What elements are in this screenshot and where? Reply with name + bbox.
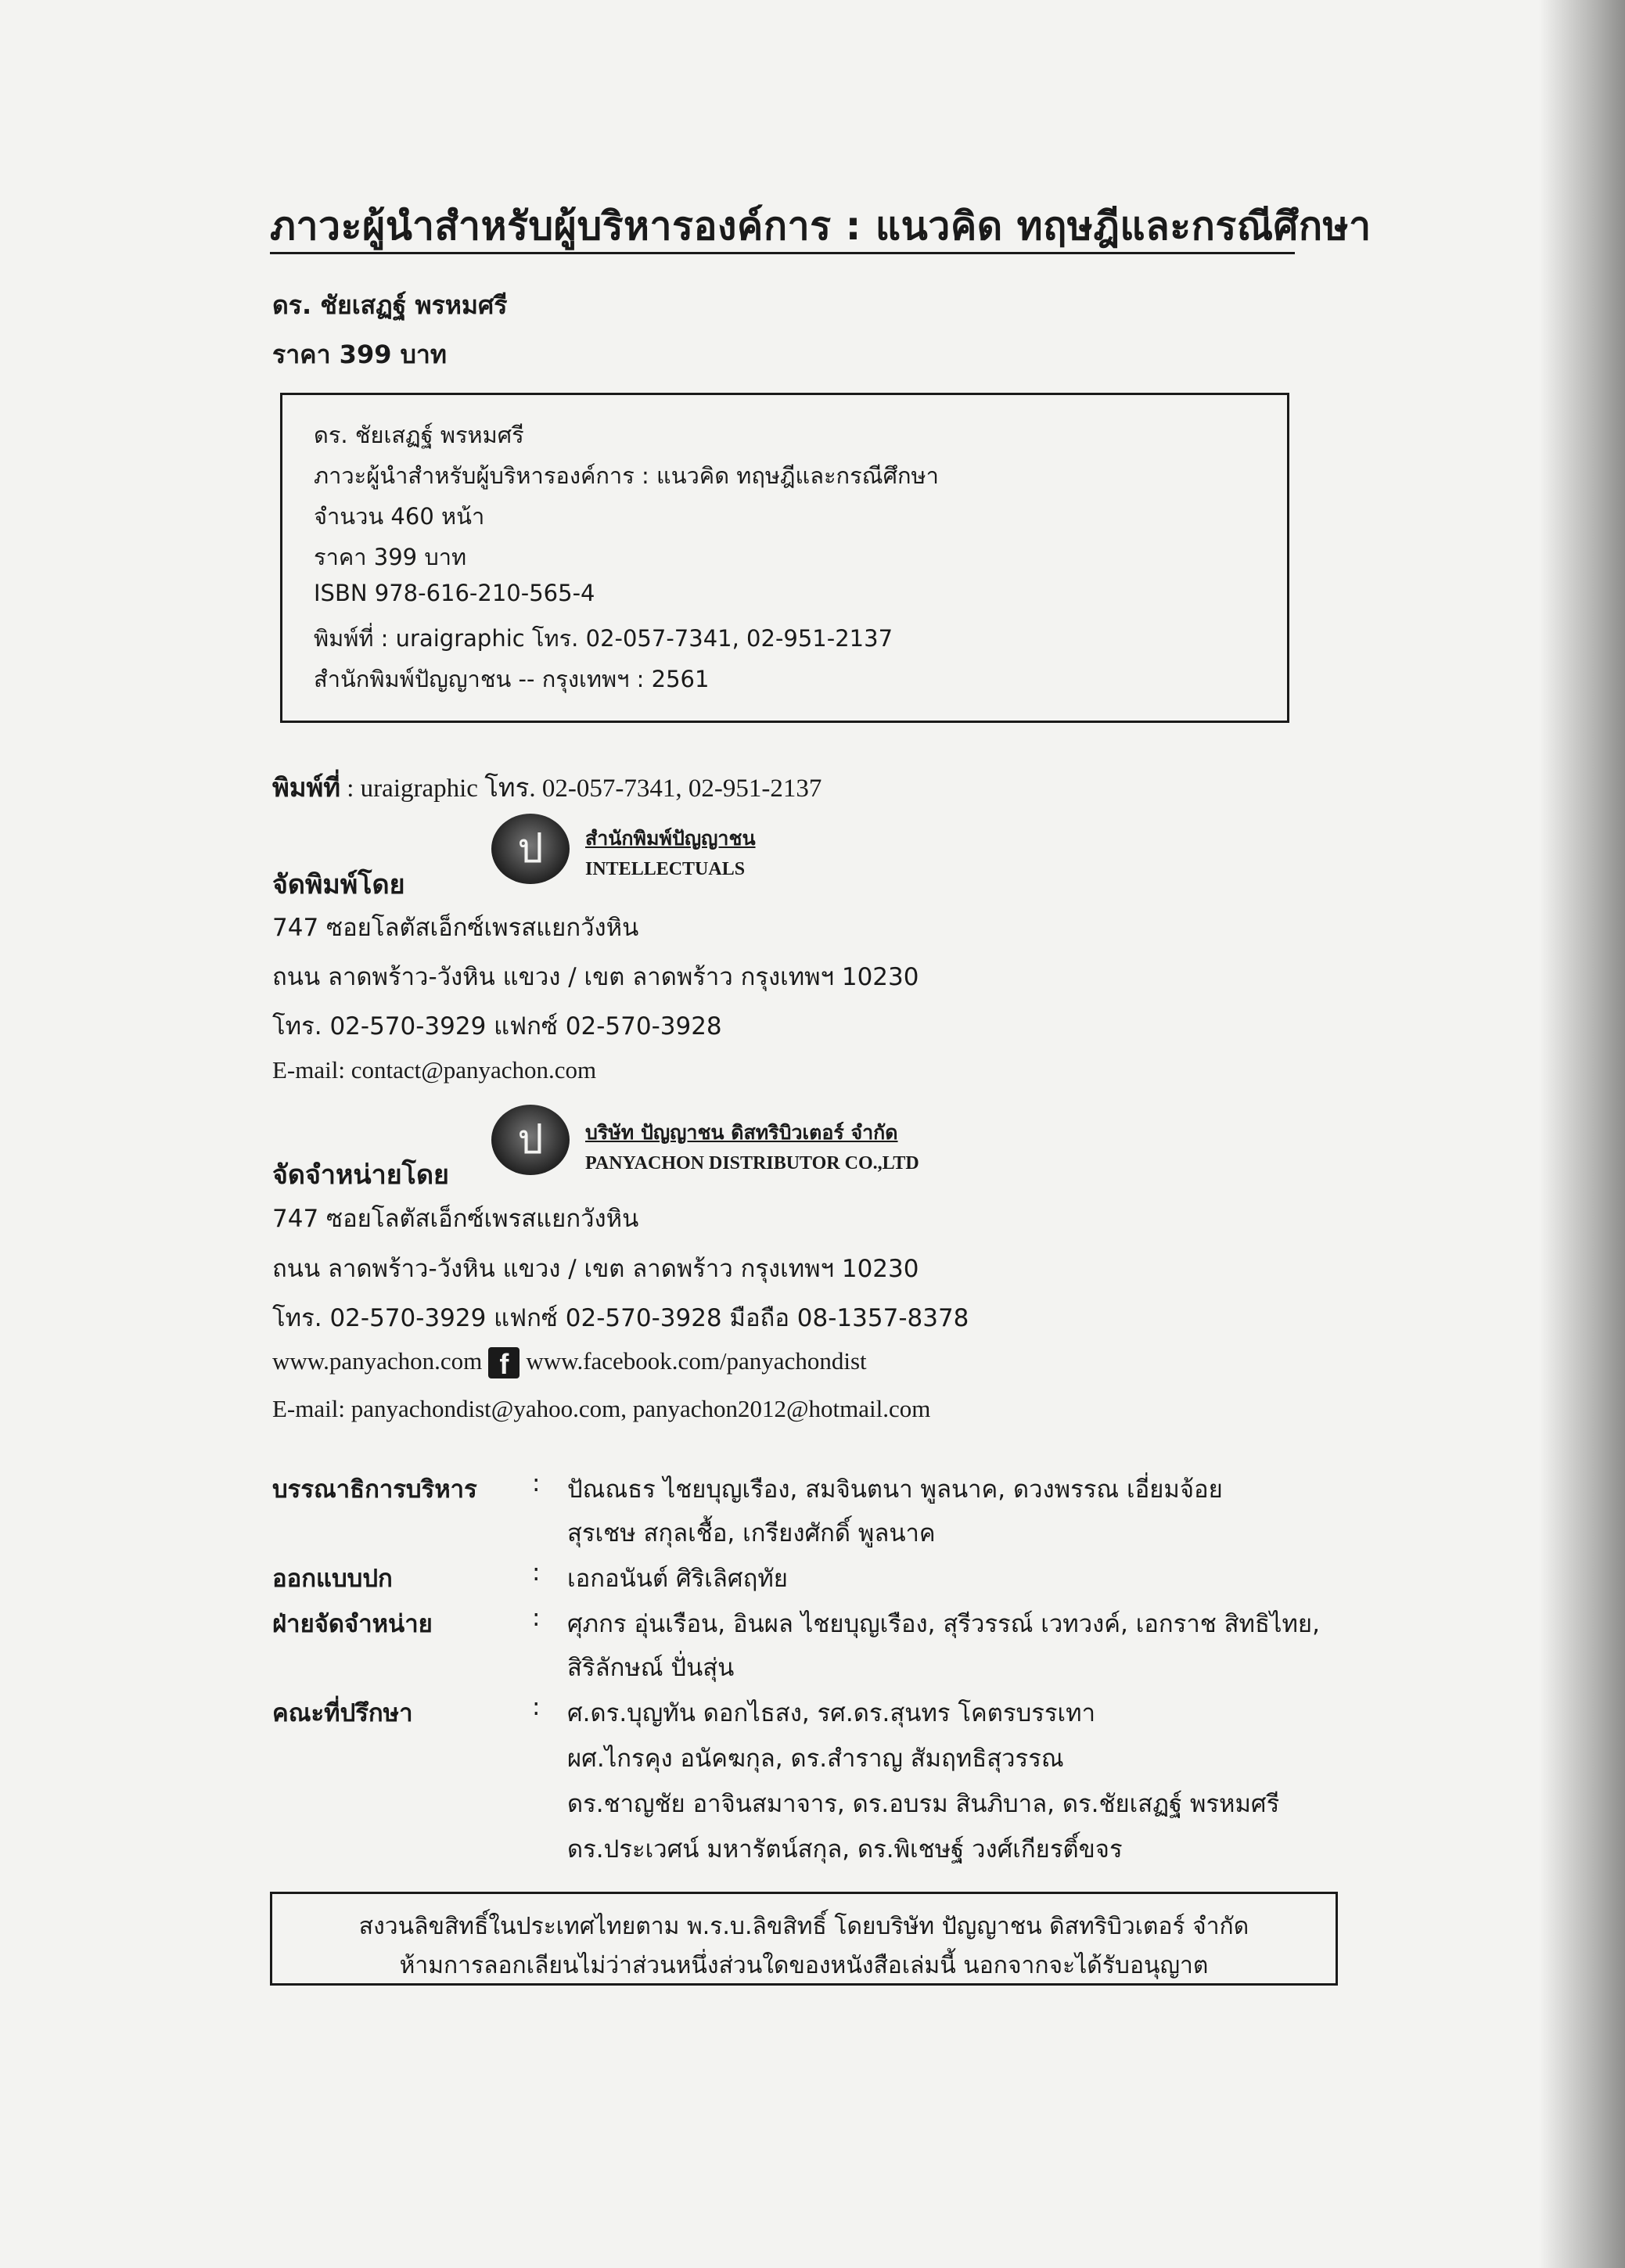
catalog-author: ดร. ชัยเสฏฐ์ พรหมศรี [314, 422, 524, 448]
staff-cover-line: เอกอนันต์ ศิริเลิศฤทัย [567, 1565, 788, 1593]
staff-colon: : [532, 1693, 541, 1721]
catalog-title: ภาวะผู้นำสำหรับผู้บริหารองค์การ : แนวคิด ทฤษฎีและกรณีศึกษา [314, 462, 939, 489]
publisher-phone: โทร. 02-570-3929 แฟกซ์ 02-570-3928 [272, 1012, 722, 1041]
distributor-web-line [272, 1347, 867, 1378]
copyright-notice-box [270, 1892, 1338, 1986]
title-divider [270, 252, 1295, 254]
printer-label: พิมพ์ที่ [272, 772, 341, 803]
facebook-icon: f [488, 1347, 519, 1378]
catalog-printer: พิมพ์ที่ : uraigraphic โทร. 02-057-7341, 02-951-2137 [314, 625, 893, 652]
staff-editor-line: ปัณณธร ไชยบุญเรือง, สมจินตนา พูลนาค, ดวงพรรณ เอี่ยมจ้อย [567, 1475, 1223, 1504]
publisher-heading: จัดพิมพ์โดย [272, 869, 405, 900]
distributor-address-2: ถนน ลาดพร้าว-วังหิน แขวง / เขต ลาดพร้าว กรุงเทพฯ 10230 [272, 1255, 919, 1283]
distributor-logo-icon: ป [491, 1105, 570, 1175]
catalog-isbn: ISBN 978-616-210-565-4 [314, 580, 595, 606]
staff-label-advisors: คณะที่ปรึกษา [272, 1699, 413, 1727]
publisher-logo-english: INTELLECTUALS [585, 859, 746, 879]
staff-label-editor: บรรณาธิการบริหาร [272, 1475, 477, 1504]
staff-distribution-line: ศุภกร อุ่นเรือน, อินผล ไชยบุญเรือง, สุรีวรรณ์ เวทวงค์, เอกราช สิทธิไทย, [567, 1610, 1320, 1638]
staff-colon: : [532, 1558, 541, 1587]
printer-value: : uraigraphic โทร. 02-057-7341, 02-951-2137 [340, 775, 822, 803]
staff-label-distribution: ฝ่ายจัดจำหน่าย [272, 1610, 433, 1638]
distributor-email: E-mail: panyachondist@yahoo.com, panyachon2012@hotmail.com [272, 1395, 931, 1422]
staff-advisors-line: ดร.ชาญชัย อาจินสมาจาร, ดร.อบรม สินภิบาล, ดร.ชัยเสฏฐ์ พรหมศรี [567, 1790, 1280, 1818]
publisher-address-1: 747 ซอยโลตัสเอ็กซ์เพรสแยกวังหิน [272, 914, 639, 942]
copyright-line-2: ห้ามการลอกเลียนไม่ว่าส่วนหนึ่งส่วนใดของหนังสือเล่มนี้ นอกจากจะได้รับอนุญาต [399, 1952, 1209, 1979]
distributor-phone: โทร. 02-570-3929 แฟกซ์ 02-570-3928 มือถือ 08-1357-8378 [272, 1304, 969, 1332]
distributor-facebook: www.facebook.com/panyachondist [526, 1347, 867, 1375]
distributor-logo-thai: บริษัท ปัญญาชน ดิสทริบิวเตอร์ จำกัด [585, 1121, 898, 1144]
catalog-record-box [280, 393, 1289, 723]
staff-advisors-line: ดร.ประเวศน์ มหารัตน์สกุล, ดร.พิเชษฐ์ วงศ์เกียรติ์ขจร [567, 1835, 1123, 1864]
catalog-publisher: สำนักพิมพ์ปัญญาชน -- กรุงเทพฯ : 2561 [314, 666, 710, 692]
staff-advisors-line: ผศ.ไกรคุง อนัคฆกุล, ดร.สำราญ สัมฤทธิสุวรรณ [567, 1745, 1064, 1773]
staff-colon: : [532, 1469, 541, 1497]
staff-colon: : [532, 1604, 541, 1632]
publisher-email: E-mail: contact@panyachon.com [272, 1056, 597, 1084]
distributor-heading: จัดจำหน่ายโดย [272, 1159, 449, 1191]
publisher-logo-thai: สำนักพิมพ์ปัญญาชน [585, 827, 756, 850]
staff-editor-line: สุรเชษ สกุลเชื้อ, เกรียงศักดิ์ พูลนาค [567, 1519, 936, 1547]
book-author: ดร. ชัยเสฏฐ์ พรหมศรี [272, 290, 508, 320]
printer-line [272, 767, 821, 808]
copyright-line-1: สงวนลิขสิทธิ์ในประเทศไทยตาม พ.ร.บ.ลิขสิทธิ์ โดยบริษัท ปัญญาชน ดิสทริบิวเตอร์ จำกัด [358, 1913, 1249, 1940]
catalog-pages: จำนวน 460 หน้า [314, 503, 485, 530]
staff-label-cover: ออกแบบปก [272, 1565, 393, 1593]
page-edge-shadow [1539, 0, 1625, 2268]
staff-advisors-line: ศ.ดร.บุญทัน ดอกไธสง, รศ.ดร.สุนทร โคตรบรรเทา [567, 1699, 1095, 1727]
distributor-address-1: 747 ซอยโลตัสเอ็กซ์เพรสแยกวังหิน [272, 1205, 639, 1233]
publisher-address-2: ถนน ลาดพร้าว-วังหิน แขวง / เขต ลาดพร้าว กรุงเทพฯ 10230 [272, 963, 919, 991]
staff-distribution-line: สิริลักษณ์ ปั่นสุ่น [567, 1654, 735, 1682]
book-title: ภาวะผู้นำสำหรับผู้บริหารองค์การ : แนวคิด ทฤษฎีและกรณีศึกษา [270, 203, 1372, 249]
distributor-logo-english: PANYACHON DISTRIBUTOR CO.,LTD [585, 1153, 919, 1174]
book-price: ราคา 399 บาท [272, 340, 447, 369]
catalog-price: ราคา 399 บาท [314, 544, 467, 570]
distributor-website: www.panyachon.com [272, 1347, 483, 1375]
intellectuals-logo-icon: ป [491, 814, 570, 884]
